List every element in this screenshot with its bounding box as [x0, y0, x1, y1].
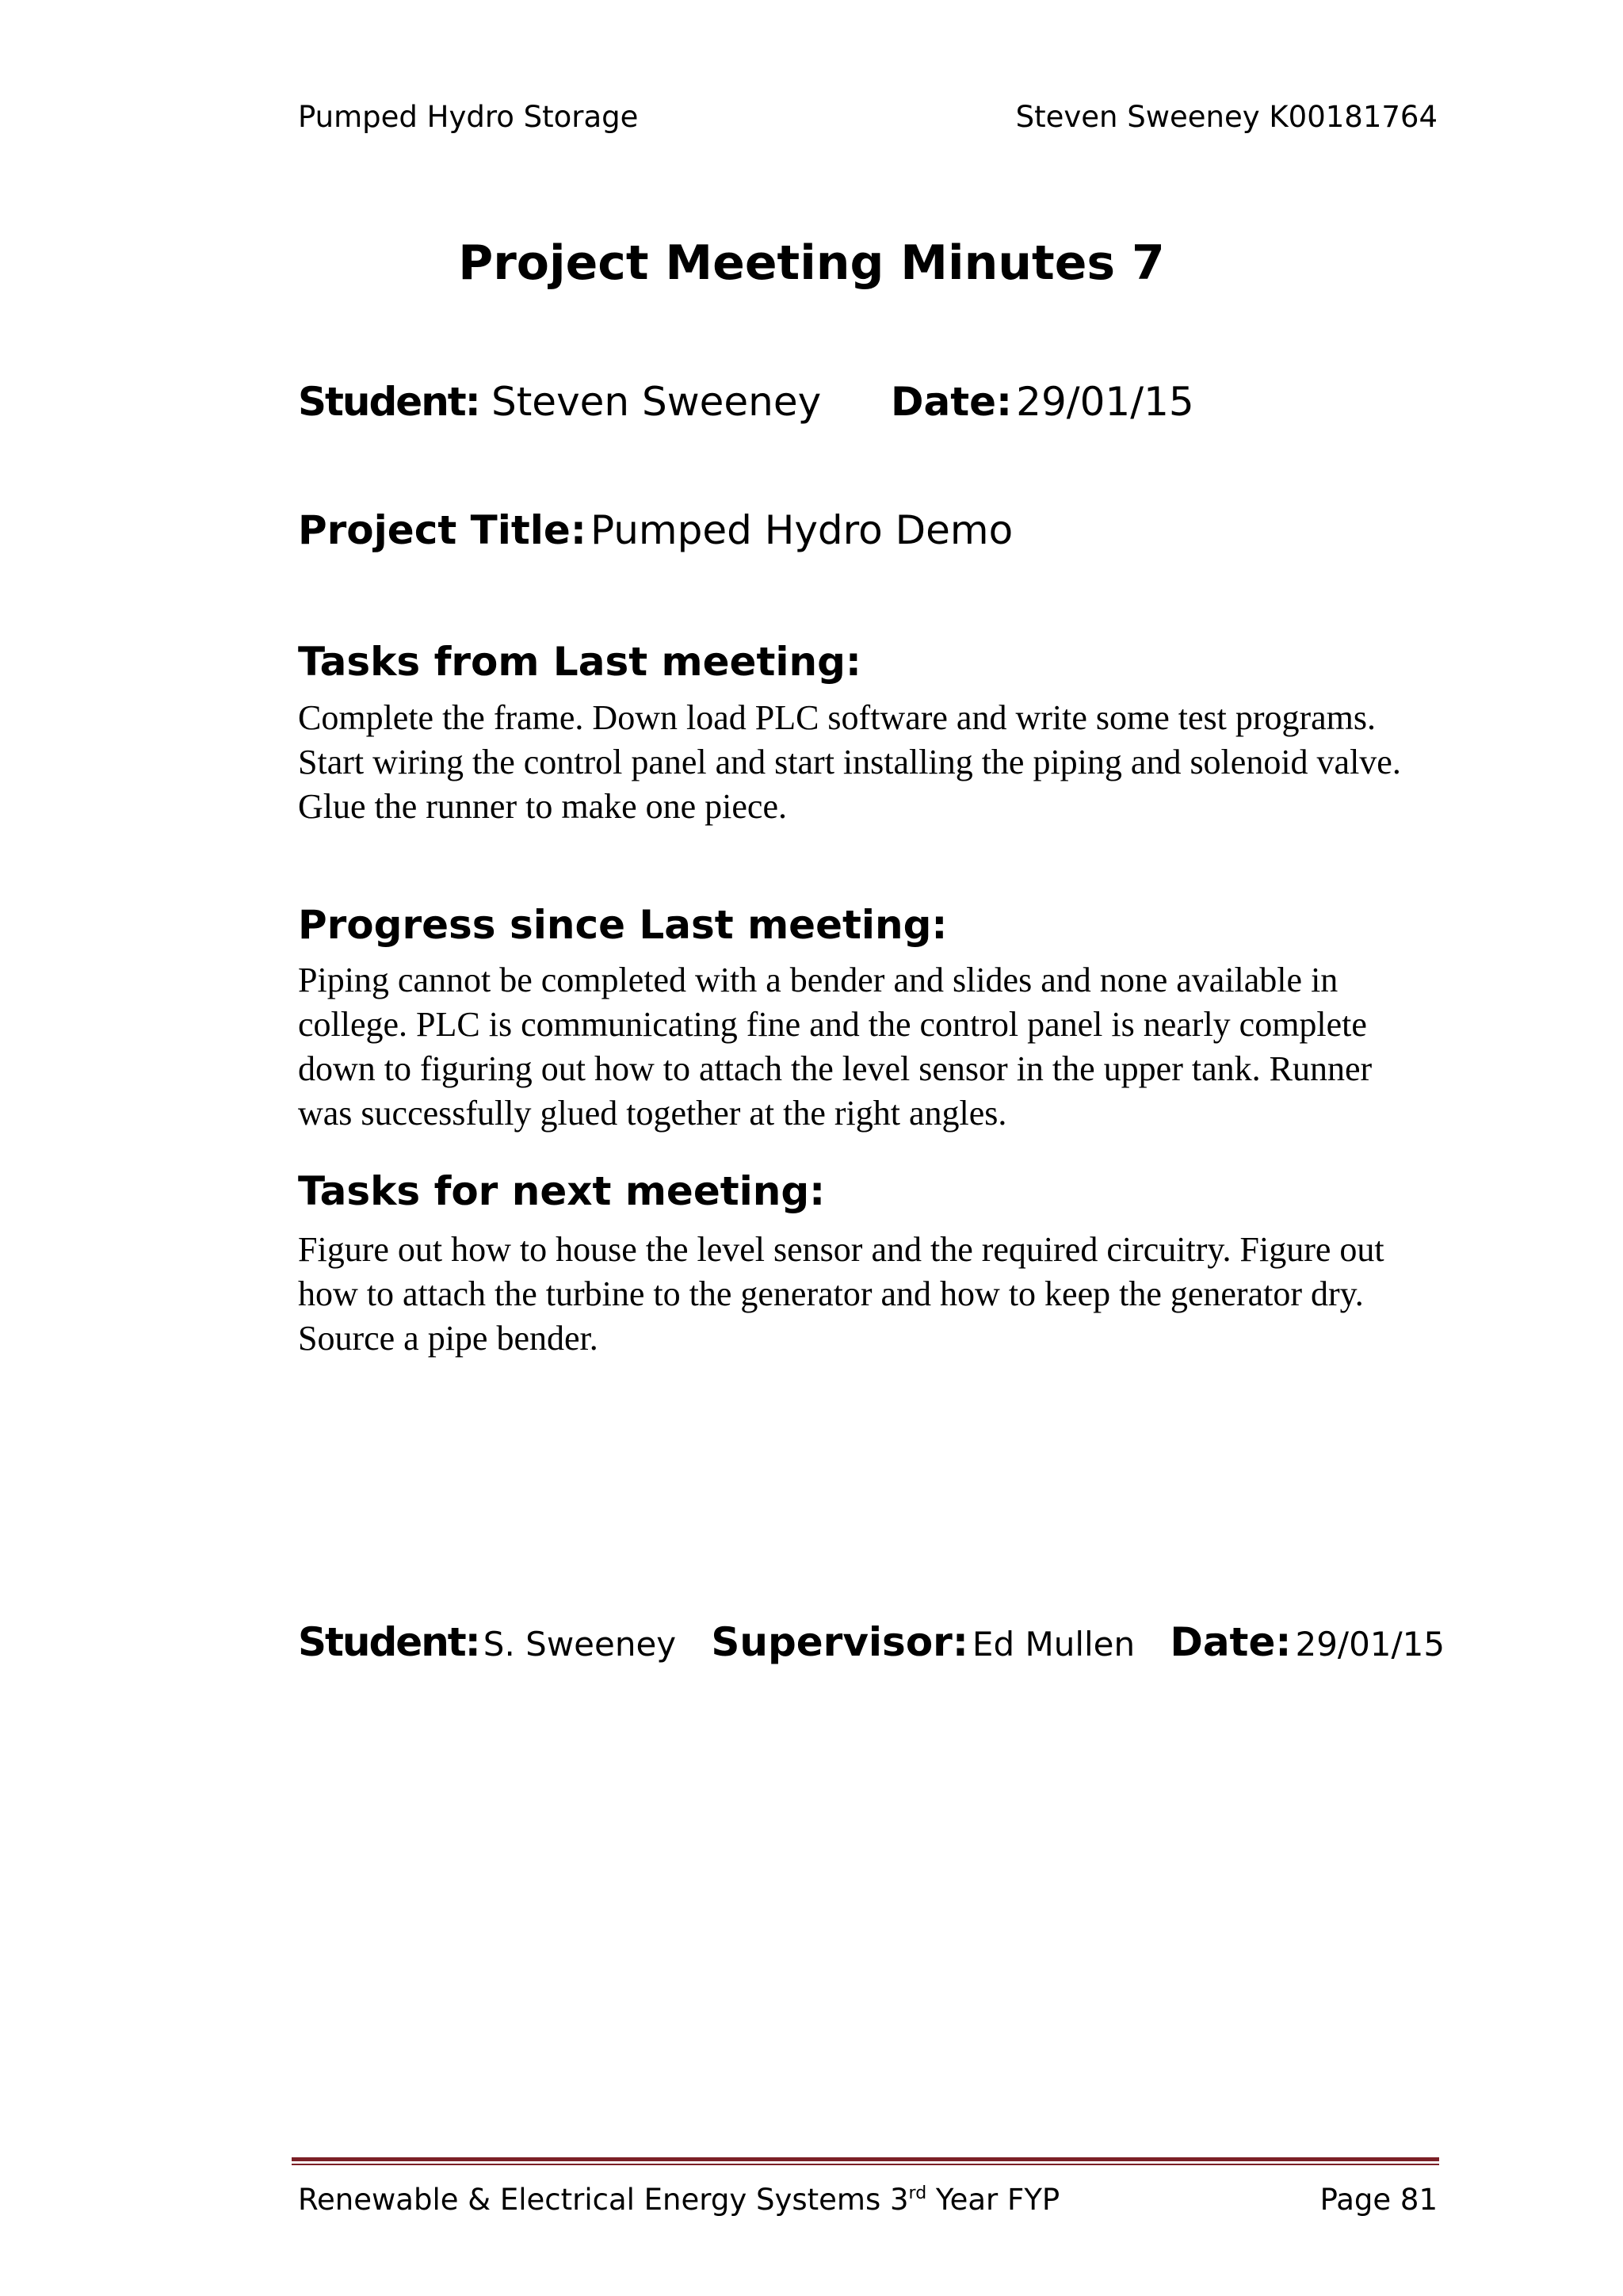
footer-left-suffix: Year FYP [926, 2183, 1060, 2217]
running-header-right: Steven Sweeney K00181764 [1015, 100, 1438, 134]
date-label: Date: [891, 379, 1013, 425]
project-title-line [298, 504, 1013, 566]
footer-left-superscript: rd [908, 2183, 927, 2203]
tasks-last-heading: Tasks from Last meeting: [298, 639, 861, 685]
signoff-supervisor-label: Supervisor: [711, 1619, 968, 1665]
tasks-next-body: Figure out how to house the level sensor and the required circuitry. Figure out how to attach the turbine to the generator and how to keep the generator dry. Source a pipe bender. [298, 1230, 1384, 1358]
project-title-value: Pumped Hydro Demo [590, 507, 1014, 553]
footer-left [298, 2181, 1060, 2219]
tasks-next-heading: Tasks for next meeting: [298, 1168, 826, 1214]
progress-body: Piping cannot be completed with a bender and slides and none available in college. PLC is communicating fine and the control panel is nearly complete down to figuring out how to attach the level sensor in the upper tank. Runner was successfully glued together at the right angles. [298, 961, 1373, 1133]
running-header-left: Pumped Hydro Storage [298, 100, 639, 134]
signoff-supervisor-value: Ed Mullen [972, 1625, 1136, 1664]
signoff-date-value: 29/01/15 [1295, 1625, 1445, 1664]
project-title-label: Project Title: [298, 507, 586, 553]
date-value: 29/01/15 [1016, 379, 1194, 425]
document-title: Project Meeting Minutes 7 [458, 235, 1165, 291]
signoff-line [298, 1617, 1445, 1677]
signoff-student-value: S. Sweeney [483, 1625, 677, 1664]
student-label: Student: [298, 379, 479, 425]
student-line [298, 376, 821, 437]
signoff-date-label: Date: [1170, 1619, 1292, 1665]
footer-divider [292, 2157, 1439, 2165]
tasks-last-body: Complete the frame. Down load PLC software and write some test programs. Start wiring the control panel and start installing the piping and solenoid valve. Glue the runner to make one piece. [298, 698, 1401, 826]
signoff-student-label: Student: [298, 1619, 479, 1665]
progress-heading: Progress since Last meeting: [298, 902, 948, 948]
date-line [891, 376, 1194, 437]
page-number: Page 81 [1319, 2183, 1438, 2217]
student-name: Steven Sweeney [491, 379, 822, 425]
footer-left-text: Renewable & Electrical Energy Systems 3 [298, 2183, 909, 2217]
